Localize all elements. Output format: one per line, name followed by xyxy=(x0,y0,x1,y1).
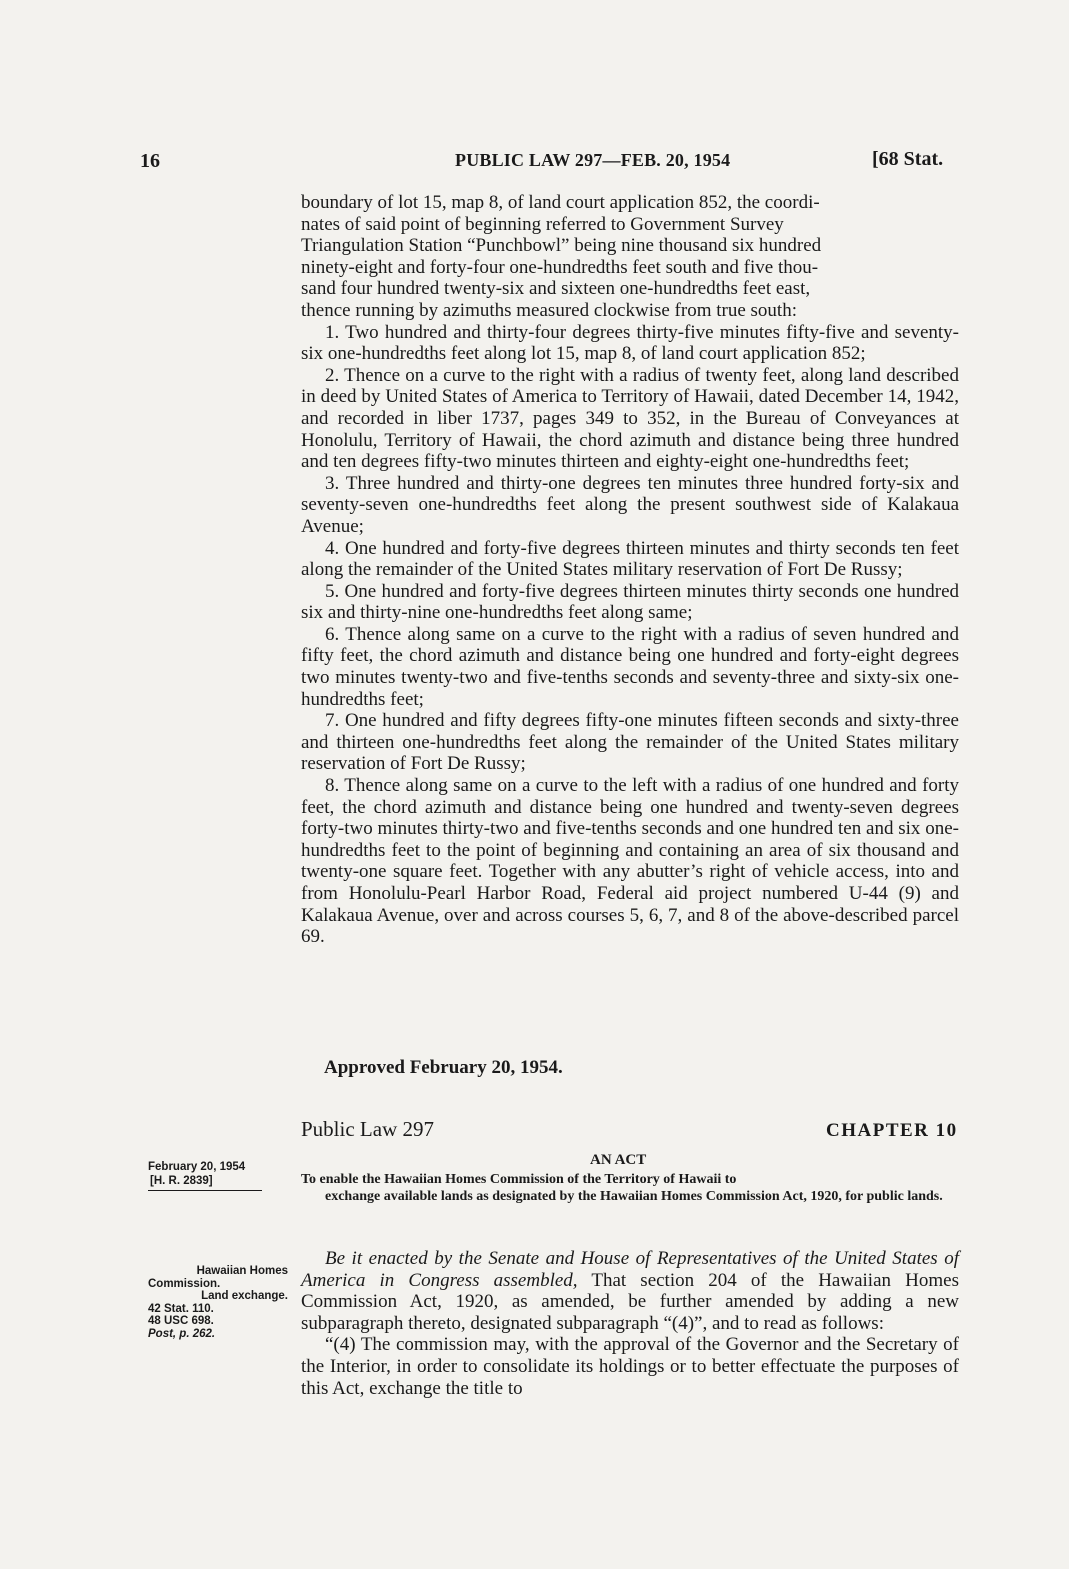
body-line: nates of said point of beginning referred to Government Survey xyxy=(301,213,784,235)
course-paragraph: 5. One hundred and forty-five degrees thirteen minutes thirty seconds one hundred six and thirty-nine one-hundredths feet along same; xyxy=(301,580,959,624)
enacting-paragraph xyxy=(301,1248,959,1334)
page-number: 16 xyxy=(140,150,160,172)
course-paragraph: 6. Thence along same on a curve to the right with a radius of seven hundred and fifty feet, the chord azimuth and distance being one hundred and forty-eight degrees two minutes twenty-two and five-tenths seconds and seventy-three and sixty-six one-hundredths feet; xyxy=(301,623,959,710)
enacting-clause: Be it enacted by the Senate and House of Representatives of the United States of America in Congress assembled, xyxy=(301,1248,959,1291)
margin-date: February 20, 1954 xyxy=(148,1161,246,1173)
act-title-first-line: To enable the Hawaiian Homes Commission of the Territory of Hawaii to xyxy=(301,1172,737,1187)
margin-note: 48 USC 698. xyxy=(148,1315,214,1327)
course-paragraph: 7. One hundred and fifty degrees fifty-one minutes fifteen seconds and sixty-three and thirteen one-hundredths feet along the remainder of the United States military reservation of Fort De Russy; xyxy=(301,710,959,775)
margin-bill-number: [H. R. 2839] xyxy=(148,1174,262,1191)
course-paragraph: 3. Three hundred and thirty-one degrees ten minutes three hundred forty-six and seventy-seven one-hundredths feet along the present southwest side of Kalakaua Avenue; xyxy=(301,472,959,537)
approval-line: Approved February 20, 1954. xyxy=(324,1057,563,1078)
running-head: PUBLIC LAW 297—FEB. 20, 1954 xyxy=(455,150,731,170)
course-paragraph: 8. Thence along same on a curve to the left with a radius of one hundred and forty feet, the chord azimuth and distance being one hundred and twenty-seven degrees forty-two minutes thirty-two and five-tenths seconds and one hundred ten and six one-hundredths feet to the point of beginning and containing an area of six thousand and twenty-one square feet. Together with any abutter’s right of vehicle access, into and from Honolulu-Pearl Harbor Road, Federal aid project numbered U-44 (9) and Kalakaua Avenue, over and across courses 5, 6, 7, and 8 of the above-described parcel 69. xyxy=(301,775,959,948)
margin-note: Land exchange. xyxy=(201,1290,288,1302)
act-title xyxy=(301,1172,959,1205)
margin-note: Commission. xyxy=(148,1277,221,1290)
body-line: boundary of lot 15, map 8, of land court application 852, the coordi- xyxy=(301,192,820,213)
body-line: Triangulation Station “Punchbowl” being nine thousand six hundred xyxy=(301,235,822,257)
enacting-section xyxy=(301,1248,959,1399)
body-line: ninety-eight and forty-four one-hundredths feet south and five thou- xyxy=(301,256,819,278)
body-line: sand four hundred twenty-six and sixteen one-hundredths feet east, xyxy=(301,278,811,300)
act-heading: AN ACT xyxy=(590,1152,647,1168)
margin-note: Hawaiian Homes xyxy=(196,1265,288,1277)
chapter-label: CHAPTER 10 xyxy=(826,1120,958,1141)
course-paragraph: 1. Two hundred and thirty-four degrees thirty-five minutes fifty-five and seventy-six one-hundredths feet along lot 15, map 8, of land court application 852; xyxy=(301,321,959,365)
statute-reference: [68 Stat. xyxy=(872,148,944,170)
body-line: thence running by azimuths measured clockwise from true south: xyxy=(301,299,797,321)
course-paragraph: 4. One hundred and forty-five degrees thirteen minutes and thirty seconds ten feet along the remainder of the United States military reservation of Fort De Russy; xyxy=(301,537,959,581)
margin-notes xyxy=(148,1265,288,1340)
public-law-number: Public Law 297 xyxy=(301,1117,434,1141)
course-paragraph: 2. Thence on a curve to the right with a radius of twenty feet, along land described in deed by United States of America to Territory of Hawaii, dated December 14, 1942, and recorded in liber 1737, pages 349 to 352, in the Bureau of Conveyances at Honolulu, Territory of Hawaii, the chord azimuth and distance being three hundred and ten degrees fifty-two minutes thirteen and eighty-eight one-hundredths feet; xyxy=(301,364,959,473)
subparagraph-4: “(4) The commission may, with the approval of the Governor and the Secretary of the Interior, in order to consolidate its holdings or to better effectuate the purposes of this Act, exchange the title to xyxy=(301,1334,959,1399)
body-text xyxy=(301,192,959,948)
enacting-text: That section 204 of the Hawaiian Homes Commission Act, 1920, as amended, be further amended by adding a new subparagraph thereto, designated subparagraph “(4)”, and to read as follows: xyxy=(301,1269,959,1334)
margin-note: 42 Stat. 110. xyxy=(148,1302,214,1315)
act-title-continuation: exchange available lands as designated by the Hawaiian Homes Commission Act, 1920, for public lands. xyxy=(325,1188,943,1204)
margin-date-note xyxy=(148,1160,262,1191)
margin-note: Post, p. 262. xyxy=(148,1327,216,1340)
